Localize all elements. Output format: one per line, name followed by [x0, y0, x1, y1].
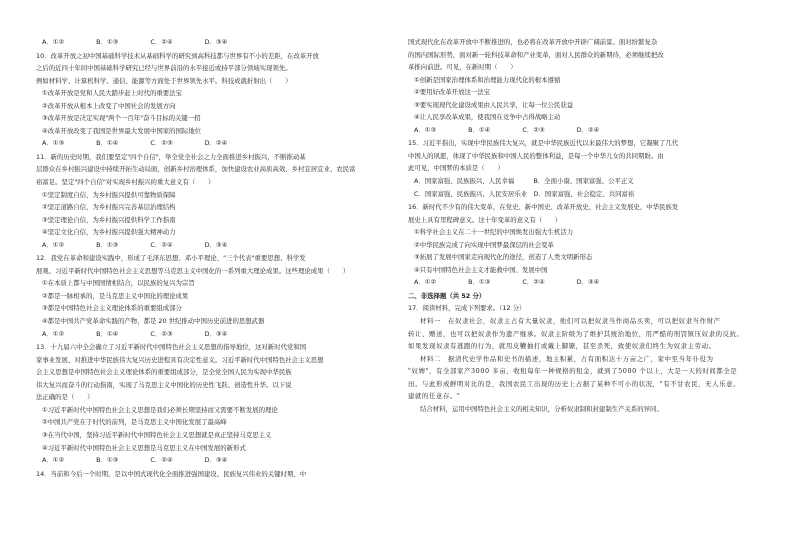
text-line: 14．当前和今后一个时期，是以中国式现代化全面推进强国建设、民族复兴伟业的关键时期，中	[36, 469, 307, 478]
text-line: 的国内国际形势，面对新一轮科技革命和产业变革，面对人民群众的新期待，必须继续把改	[408, 50, 664, 59]
text-line: ③坚定理论自信，为乡村振兴提供科学工作指南	[42, 215, 176, 224]
text-line: ④改革开放改变了我国是世界最大发展中国家的国际地位	[42, 126, 202, 135]
text-line: 家事业发展、对推进中华民族伟大复兴历史进程具有决定性意义。习近平新时代中国特色社会主义思想	[36, 355, 324, 364]
text-line: 17．阅读材料，完成下列要求。（12 分）	[408, 304, 526, 313]
text-line: ①改革开放是党和人民大踏步赶上时代的重要法宝	[42, 89, 182, 98]
text-line: ①坚定制度自信，为乡村振兴提供可靠物质保障	[42, 190, 176, 199]
text-line: A．①③ B．①④ C．②③ D．②④	[42, 139, 228, 148]
text-line: 12．我党在革命和建设实践中，形成了毛泽东思想、邓小平理论、"三个代表"重要思想、科学发	[36, 254, 306, 263]
text-line: A．①② B．①③ C．②④ D．③④	[42, 38, 228, 46]
text-line: ③拓展了发展中国家走向现代化的途径，创造了人类文明新形态	[414, 253, 593, 262]
text-line: 伟大复兴而奋斗的行动指南，实现了马克思主义中国化的历史性飞跃、创造性升华。以下说	[36, 380, 292, 389]
text-line: ④习近平新时代中国特色社会主义思想是马克思主义在中国发展的新形式	[42, 443, 246, 452]
text-line: 如果发现奴隶有逃跑的行为，就用皮鞭抽打或戴上脚镣，甚至杀死，致使奴隶们终生为奴隶主劳动。	[408, 342, 716, 351]
text-line: ①习近平新时代中国特色社会主义思想是我们必须长期坚持而又需要不断发展的理论	[42, 405, 278, 414]
text-line: ①创新是国家治理体系和治理能力现代化的根本遵循	[414, 75, 561, 84]
text-line: A．①② B．①③ C．②④ D．③④	[42, 456, 228, 465]
text-line: 会主义思想是中国特色社会主义理论体系的重要组成部分，是全党全国人民为实现中华民族	[36, 368, 292, 377]
text-line: ①科学社会主义在二十一世纪的中国焕发出强大生机活力	[414, 228, 574, 237]
text-line: 材料二 据清代史学作品和史书的描述，地主积累，占有面积达十万亩之广，家中至当年仆役为	[420, 354, 714, 363]
text-line: 转让、赠送，也可以把奴隶作为遗产继承。奴隶主阶级为了维护其统治地位，用严酷的刑罚镇压奴隶的反抗。	[408, 329, 744, 338]
left-column	[36, 36, 396, 480]
text-line: 田。与此形成鲜明对比的是，我国农民工出现的历史上占据了某种不可小的状况，"有不甘农民，无人乐意。	[408, 379, 741, 388]
text-line: 层群众在乡村振兴建设中持续开拓生动局面，创新乡村治理体系，加快建设农业高质高效、乡村宜居宜业、农民富	[36, 165, 356, 174]
text-line: 展观、习近平新时代中国特色社会主义思想等马克思主义中国化的一系列重大理论成果。这些理论成果（ ）	[36, 266, 350, 275]
text-line: 国式现代化在改革开放中不断推进的，也必将在改革开放中开辟广阔前景。面对纷繁复杂	[408, 38, 658, 46]
text-line: 之后的近四十年间中国基础科学研究已经与世界前沿的水平接近或持平部分领域实现领先。	[36, 64, 292, 73]
text-line: 裕富足。坚定"四个自信"对实现乡村振兴的重大意义有（ ）	[36, 178, 215, 187]
text-line: 13．十九届六中全会确立了习近平新时代中国特色社会主义思想的指导地位，这对新时代党和国	[36, 343, 307, 352]
text-line: ②中国共产党在于时代的前列，是马克思主义中国化发展了最高峰	[42, 418, 227, 427]
text-line: ②都是一脉相承的，是马克思主义中国化的理论成果	[42, 291, 189, 300]
text-line: A．①② B．①③ C．②④ D．③④	[414, 278, 600, 287]
text-line: ④坚定文化自信，为乡村振兴提供强大精神动力	[42, 228, 176, 237]
text-line: ④只有中国特色社会主义才能救中国、发展中国	[414, 265, 548, 274]
text-line: 建就的任意存。"	[408, 392, 461, 401]
text-line: 展史上具有里程碑意义。这十年变革的意义有（ ）	[408, 215, 562, 224]
text-line: ①在本质上都与中国国情相结合，以民族的复兴为宗旨	[42, 279, 195, 288]
text-line: 结合材料，运用中国特色社会主义的相关知识，分析奴隶制和封建制生产关系的异同。	[420, 404, 663, 413]
text-line: ②坚定道路自信，为乡村振兴完善基层治理结构	[42, 203, 176, 212]
text-line: A．①② B．①④ C．②③ D．③④	[42, 329, 228, 338]
text-line: A．国家富强、民族振兴、人民幸福 B．全面小康、国家富强、公平正义	[414, 177, 634, 186]
text-line: 材料一 在奴隶社会，奴隶主占有大量奴隶，他们可以把奴隶当作商品买卖，可以把奴隶当作财产	[420, 317, 721, 326]
text-line: ③在当代中国，坚持习近平新时代中国特色社会主义思想就是真正坚持马克思主义	[42, 430, 272, 439]
text-line: 此可见，中国梦的本质是（ ）	[408, 164, 504, 173]
text-line: 16．新时代不少有的伟大变革，在党史、新中国史、改革开放史、社会主义发展史、中华民族发	[408, 203, 679, 212]
text-line: ②改革开放从根本上改变了中国社会的发展方向	[42, 101, 176, 110]
text-line: 15．习近平指出，实现中华民族伟大复兴，就是中华民族近代以来最伟大的梦想，它凝聚了几代	[408, 139, 679, 148]
text-line: ③都是中国特色社会主义理论体系的重要组成部分	[42, 304, 182, 313]
text-line: ②中华民族完成了向实现中国梦最深层的社会变革	[414, 240, 554, 249]
text-line: ③改革开放是决定实现"两个一百年"奋斗目标的关键一招	[42, 114, 201, 123]
text-line: "奴婢"，有全部家产3000 多亩，收租每年一种规格的租金，就到了5000 个以上，大是一天的时间都全是	[408, 367, 738, 376]
text-line: 11．新的历史时期，我们要坚定"四个自信"，举全党全社会之力全面推进乡村振兴，不断推动基	[36, 152, 306, 161]
text-line: C．国家富强、民族振兴、人民安居乐业 D．国家富强、社会稳定、共同富裕	[414, 189, 635, 198]
text-line: 二、非选择题（共 52 分）	[408, 291, 486, 300]
text-line: A．①③ B．①④ C．②③ D．②④	[414, 125, 600, 134]
text-line: A．①② B．①③ C．②④ D．③④	[42, 240, 228, 249]
text-line: ③要实现现代化建设成果由人民共享，让每一位公民获益	[414, 100, 574, 109]
text-line: 法正确的是（ ）	[36, 393, 94, 402]
right-column	[408, 36, 768, 415]
text-line: 例如材料学、计算机科学、通信、能源等方面处于世界领先水平。科技成就折射出（ ）	[36, 76, 292, 85]
text-line: 10．改革开放之初中国基础科学技术从基础科学的研究到高科技都与世界有不小的差距，在改革开放	[36, 51, 319, 60]
text-line: ②要用好改革开放这一法宝	[414, 88, 491, 97]
text-line: 中国人的夙愿，体现了中华民族和中国人民的整体利益，是每一个中华儿女的共同期盼。由	[408, 151, 664, 160]
text-line: ④都是中国共产党革命实践的产物，都是 20 世纪推动中国历史前进的思想武器	[42, 317, 265, 326]
text-line: 革推向前进。可见，在新时期（ ）	[408, 63, 517, 72]
text-line: ④让人民享改革成果，使我国在竞争中占得战略主动	[414, 113, 561, 122]
